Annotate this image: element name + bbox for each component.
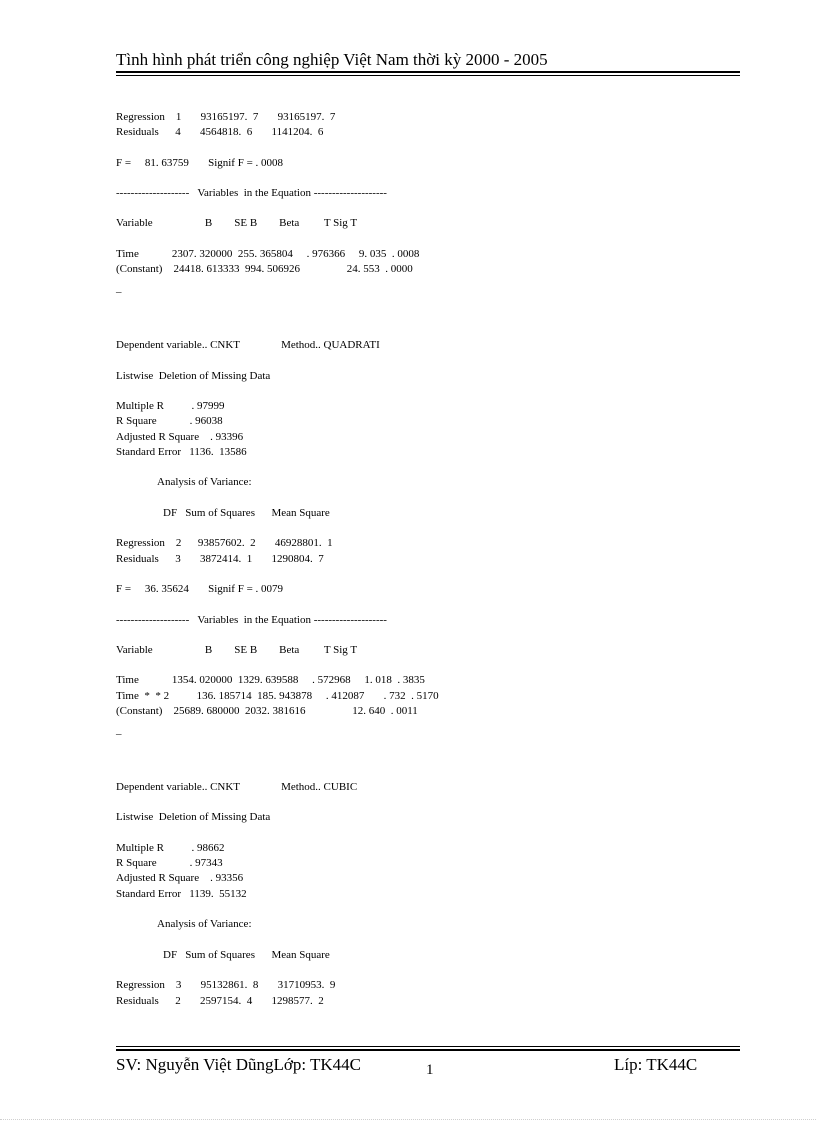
text-line: Adjusted R Square . 93356 bbox=[116, 872, 244, 884]
text-line: R Square . 97343 bbox=[116, 857, 223, 869]
text-line: (Constant) 24418. 613333 994. 506926 24. 553 . 0000 bbox=[116, 263, 413, 275]
text-line: (Constant) 25689. 680000 2032. 381616 12. 640 . 0011 bbox=[116, 705, 418, 717]
text-line: Regression 2 93857602. 2 46928801. 1 bbox=[116, 537, 333, 549]
text-line: Residuals 4 4564818. 6 1141204. 6 bbox=[116, 126, 324, 138]
text-line: Adjusted R Square . 93396 bbox=[116, 431, 244, 443]
text-line: DF Sum of Squares Mean Square bbox=[163, 949, 330, 961]
header-rule-thick bbox=[116, 71, 740, 73]
text-line: Dependent variable.. CNKT Method.. QUADRATI bbox=[116, 339, 380, 351]
text-line: Multiple R . 98662 bbox=[116, 842, 225, 854]
text-line: Variable B SE B Beta T Sig T bbox=[116, 644, 358, 656]
text-line: R Square . 96038 bbox=[116, 415, 223, 427]
text-line: Analysis of Variance: bbox=[157, 476, 252, 488]
text-line: Regression 1 93165197. 7 93165197. 7 bbox=[116, 111, 336, 123]
text-line: F = 81. 63759 Signif F = . 0008 bbox=[116, 157, 284, 169]
text-line: Listwise Deletion of Missing Data bbox=[116, 811, 271, 823]
text-line: Standard Error 1139. 55132 bbox=[116, 888, 247, 900]
text-line: Standard Error 1136. 13586 bbox=[116, 446, 247, 458]
text-line: Residuals 2 2597154. 4 1298577. 2 bbox=[116, 995, 324, 1007]
text-line: Time 2307. 320000 255. 365804 . 976366 9. 035 . 0008 bbox=[116, 248, 420, 260]
text-line: _ bbox=[116, 724, 122, 736]
text-line: Time * * 2 136. 185714 185. 943878 . 412087 . 732 . 5170 bbox=[116, 690, 439, 702]
text-line: Listwise Deletion of Missing Data bbox=[116, 370, 271, 382]
header-rule-thin bbox=[116, 75, 740, 76]
text-line: Residuals 3 3872414. 1 1290804. 7 bbox=[116, 553, 324, 565]
text-line: Regression 3 95132861. 8 31710953. 9 bbox=[116, 979, 336, 991]
text-line: -------------------- Variables in the Equation -------------------- bbox=[116, 614, 387, 626]
footer-rule-thick bbox=[116, 1049, 740, 1051]
text-line: _ bbox=[116, 282, 122, 294]
text-line: Multiple R . 97999 bbox=[116, 400, 225, 412]
text-line: F = 36. 35624 Signif F = . 0079 bbox=[116, 583, 284, 595]
page-bottom-dotted-edge bbox=[0, 1119, 816, 1120]
text-line: Time 1354. 020000 1329. 639588 . 572968 1. 018 . 3835 bbox=[116, 674, 425, 686]
text-line: Dependent variable.. CNKT Method.. CUBIC bbox=[116, 781, 358, 793]
text-line: Variable B SE B Beta T Sig T bbox=[116, 217, 358, 229]
text-line: -------------------- Variables in the Equation -------------------- bbox=[116, 187, 387, 199]
page-header-title: Tình hình phát triển công nghiệp Việt Nam thời kỳ 2000 - 2005 bbox=[116, 50, 548, 69]
text-line: Analysis of Variance: bbox=[157, 918, 252, 930]
footer-author: SV: Nguyễn Việt DũngLớp: TK44C bbox=[116, 1055, 362, 1074]
page-number: 1 bbox=[426, 1062, 434, 1078]
text-line: DF Sum of Squares Mean Square bbox=[163, 507, 330, 519]
footer-class: Líp: TK44C bbox=[614, 1055, 698, 1074]
footer-rule-thin bbox=[116, 1046, 740, 1047]
